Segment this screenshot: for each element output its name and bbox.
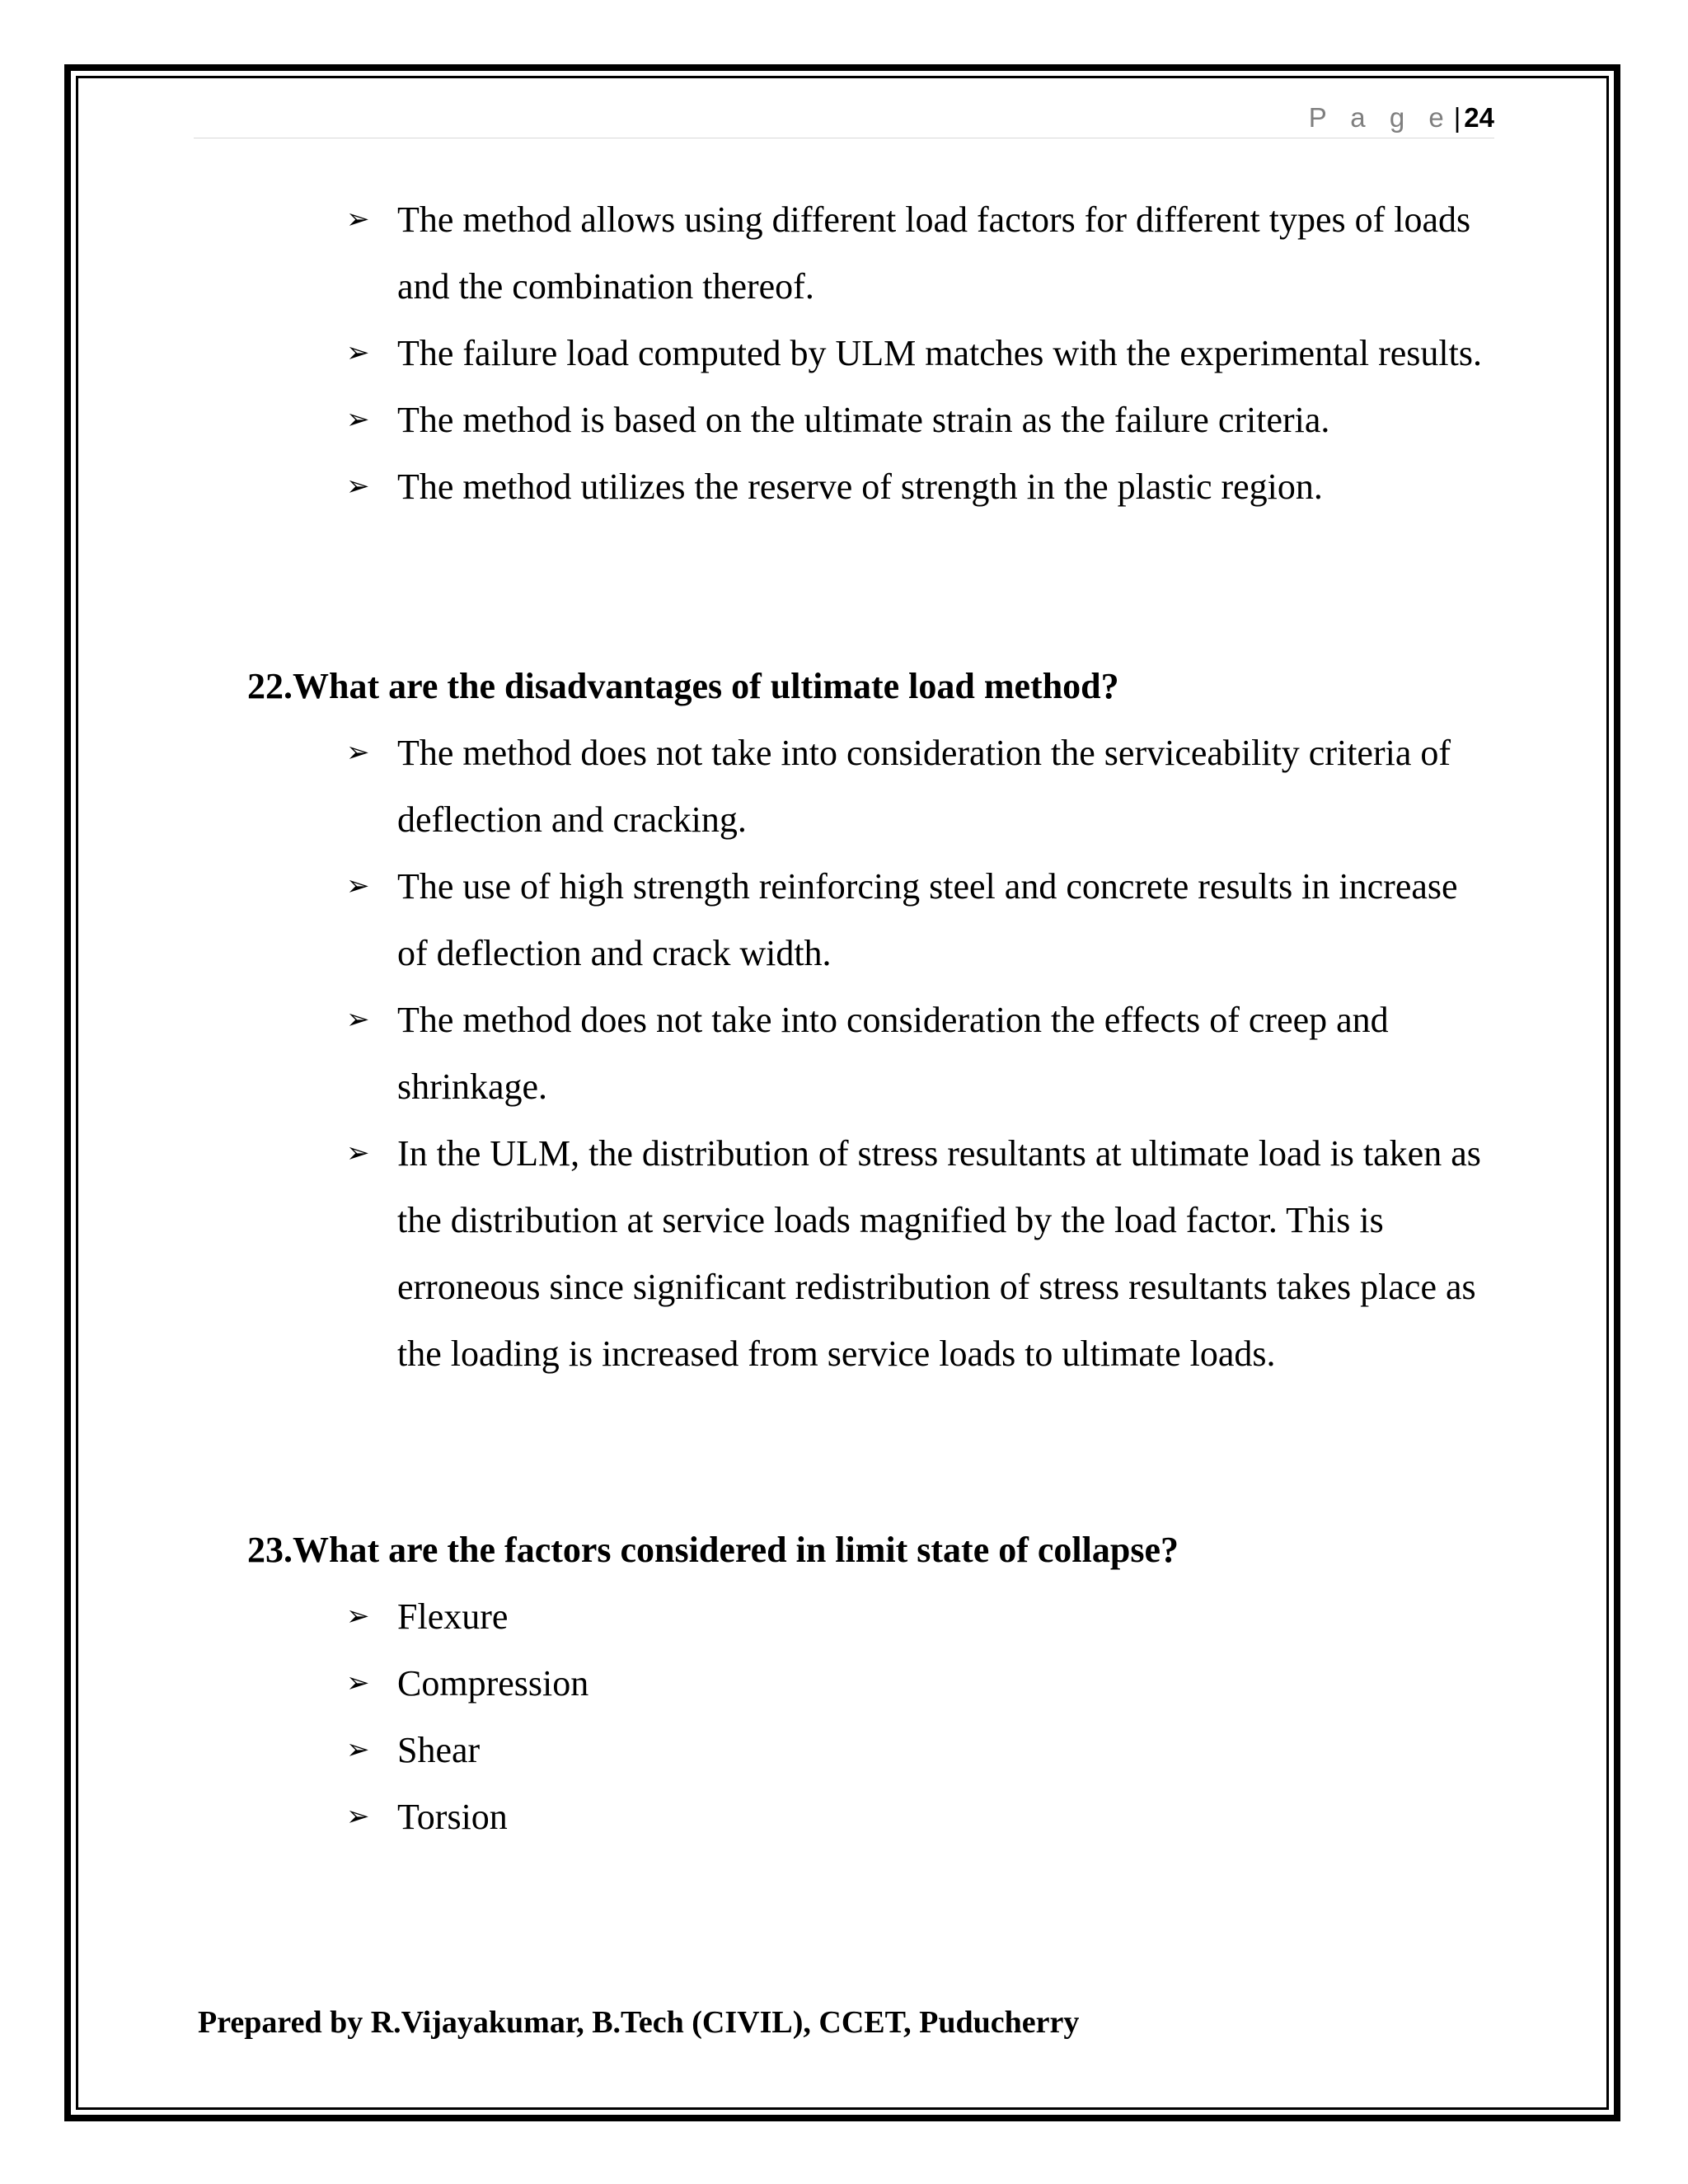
question-23-heading: 23.What are the factors considered in limit state of collapse? bbox=[247, 1530, 1179, 1570]
arrow-bullet-icon: ➢ bbox=[346, 1003, 370, 1036]
disadvantages-list bbox=[346, 719, 1492, 1387]
list-item bbox=[346, 320, 1492, 387]
arrow-bullet-icon: ➢ bbox=[346, 336, 370, 369]
list-item bbox=[346, 853, 1492, 987]
list-item-text: Torsion bbox=[397, 1797, 508, 1837]
arrow-bullet-icon: ➢ bbox=[346, 1137, 370, 1169]
arrow-bullet-icon: ➢ bbox=[346, 1666, 370, 1699]
limit-state-factors-list bbox=[346, 1583, 1492, 1850]
list-item bbox=[346, 1120, 1492, 1387]
list-item-text: Compression bbox=[397, 1663, 589, 1704]
list-item-text: Flexure bbox=[397, 1596, 509, 1637]
page-separator: | bbox=[1453, 102, 1461, 133]
list-item-text: The failure load computed by ULM matches with the experimental results. bbox=[397, 333, 1482, 373]
arrow-bullet-icon: ➢ bbox=[346, 203, 370, 236]
list-item-text: The method allows using different load factors for different types of loads and the combination thereof. bbox=[397, 199, 1471, 307]
list-item bbox=[346, 1583, 1492, 1650]
list-item-text: The method does not take into consideration the effects of creep and shrinkage. bbox=[397, 1000, 1389, 1107]
list-item bbox=[346, 1717, 1492, 1783]
page-number: 24 bbox=[1464, 102, 1494, 133]
list-item-text: The use of high strength reinforcing steel and concrete results in increase of deflection and crack width. bbox=[397, 866, 1458, 973]
page-label: P a g e bbox=[1308, 102, 1452, 133]
list-item-text: The method is based on the ultimate strain as the failure criteria. bbox=[397, 400, 1330, 440]
arrow-bullet-icon: ➢ bbox=[346, 470, 370, 503]
list-item bbox=[346, 453, 1492, 520]
arrow-bullet-icon: ➢ bbox=[346, 736, 370, 769]
list-item-text: The method utilizes the reserve of strength in the plastic region. bbox=[397, 466, 1323, 507]
list-item-text: In the ULM, the distribution of stress resultants at ultimate load is taken as the distribution at service loads magnified by the load factor. This is erroneous since significant redistribution of stress resultants takes place as the loading is increased from service loads to ultimate loads. bbox=[397, 1133, 1481, 1374]
list-item bbox=[346, 186, 1492, 320]
question-22-heading: 22.What are the disadvantages of ultimate load method? bbox=[247, 666, 1119, 706]
arrow-bullet-icon: ➢ bbox=[346, 1600, 370, 1633]
arrow-bullet-icon: ➢ bbox=[346, 869, 370, 902]
arrow-bullet-icon: ➢ bbox=[346, 1733, 370, 1766]
list-item bbox=[346, 987, 1492, 1120]
list-item bbox=[346, 387, 1492, 453]
arrow-bullet-icon: ➢ bbox=[346, 403, 370, 436]
list-item-text: Shear bbox=[397, 1730, 481, 1770]
page-footer: Prepared by R.Vijayakumar, B.Tech (CIVIL), CCET, Puducherry bbox=[198, 2005, 1080, 2040]
list-item bbox=[346, 1783, 1492, 1850]
list-item-text: The method does not take into consideration the serviceability criteria of deflection and cracking. bbox=[397, 733, 1451, 840]
page-header bbox=[194, 97, 1494, 138]
list-item bbox=[346, 719, 1492, 853]
list-item bbox=[346, 1650, 1492, 1717]
advantages-list bbox=[346, 186, 1492, 520]
arrow-bullet-icon: ➢ bbox=[346, 1800, 370, 1833]
